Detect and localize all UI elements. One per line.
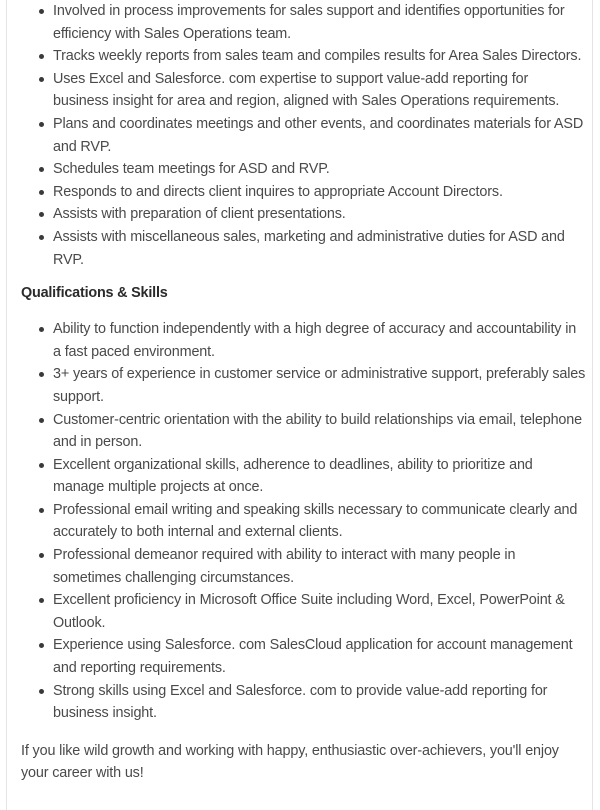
bullet-dot-icon (39, 235, 44, 240)
list-item (53, 454, 587, 499)
list-item-text: Responds to and directs client inquires to appropriate Account Directors. (53, 183, 503, 200)
list-item-text: Excellent organizational skills, adherence to deadlines, ability to prioritize and manage multiple projects at once. (53, 456, 533, 496)
list-item-text: Professional demeanor required with ability to interact with many people in sometimes challenging circumstances. (53, 547, 516, 586)
list-item-text: Excellent proficiency in Microsoft Office Suite including Word, Excel, PowerPoint & Outlook. (53, 592, 565, 631)
list-item (53, 680, 587, 725)
list-item (53, 181, 587, 204)
bullet-dot-icon (39, 190, 44, 195)
closing-paragraph: If you like wild growth and working with happy, enthusiastic over-achievers, you'll enjoy your career with us! (21, 742, 559, 782)
list-item-text: Customer-centric orientation with the ability to build relationships via email, telephone and in person. (53, 411, 582, 451)
list-item-text: 3+ years of experience in customer service or administrative support, preferably sales support. (53, 366, 586, 405)
list-item (53, 45, 587, 68)
list-item-text: Involved in process improvements for sales support and identifies opportunities for efficiency with Sales Operations team. (53, 3, 565, 42)
list-item (53, 634, 587, 679)
bullet-dot-icon (39, 327, 44, 332)
responsibilities-list (21, 0, 587, 271)
bullet-dot-icon (39, 463, 44, 468)
list-item-text: Strong skills using Excel and Salesforce. com to provide value-add reporting for business insight. (53, 682, 548, 722)
qualifications-heading: Qualifications & Skills (21, 285, 168, 302)
list-item-text: Schedules team meetings for ASD and RVP. (53, 161, 330, 178)
list-item (53, 113, 587, 158)
list-item (53, 158, 587, 181)
bullet-dot-icon (39, 9, 44, 14)
list-item (53, 589, 587, 634)
list-item (53, 499, 587, 544)
bullet-dot-icon (39, 372, 44, 377)
list-item-text: Professional email writing and speaking skills necessary to communicate clearly and accurately to both internal and external clients. (53, 501, 578, 541)
list-item (53, 203, 587, 226)
list-item-text: Assists with miscellaneous sales, marketing and administrative duties for ASD and RVP. (53, 228, 565, 268)
list-item (53, 409, 587, 454)
list-item (53, 68, 587, 113)
bullet-dot-icon (39, 643, 44, 648)
list-item-text: Ability to function independently with a high degree of accuracy and accountability in a fast paced environment. (53, 321, 577, 360)
job-description-content (21, 0, 587, 785)
list-item (53, 363, 587, 408)
list-item-text: Plans and coordinates meetings and other events, and coordinates materials for ASD and RVP. (53, 115, 584, 155)
bullet-dot-icon (39, 212, 44, 217)
list-item-text: Assists with preparation of client presentations. (53, 206, 346, 223)
bullet-dot-icon (39, 54, 44, 59)
list-item (53, 0, 587, 45)
list-item (53, 318, 587, 363)
list-item-text: Tracks weekly reports from sales team and compiles results for Area Sales Directors. (53, 48, 582, 65)
bullet-dot-icon (39, 508, 44, 513)
list-item-text: Experience using Salesforce. com SalesCloud application for account management and reporting requirements. (53, 637, 573, 677)
bullet-dot-icon (39, 122, 44, 127)
bullet-dot-icon (39, 553, 44, 558)
bullet-dot-icon (39, 418, 44, 423)
bullet-dot-icon (39, 689, 44, 694)
bullet-dot-icon (39, 598, 44, 603)
job-description-card (6, 0, 593, 810)
list-item (53, 226, 587, 271)
list-item-text: Uses Excel and Salesforce. com expertise to support value-add reporting for business insight for area and region, aligned with Sales Operations requirements. (53, 70, 560, 110)
qualifications-list (21, 318, 587, 725)
bullet-dot-icon (39, 167, 44, 172)
list-item (53, 544, 587, 589)
bullet-dot-icon (39, 77, 44, 82)
